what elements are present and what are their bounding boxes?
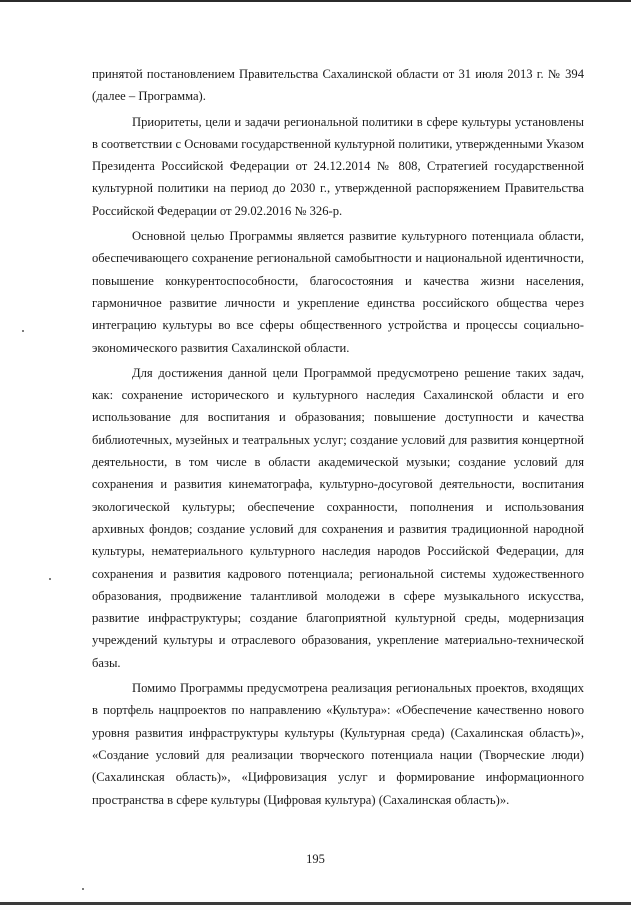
scan-speck — [22, 330, 24, 332]
page-number: 195 — [306, 852, 325, 866]
paragraph-tasks: Для достижения данной цели Программой предусмотрено решение таких задач, как: сохранение исторического и культурного наследия Сахалинской области и его использование для воспитания и образования; повышение доступности и качества библиотечных, музейных и театральных услуг; создание условий для развития концертной деятельности, в том числе в области академической музыки; создание условий для сохранения и развития кинематографа, культурно-досуговой деятельности, воспитания экологической культуры; обеспечение сохранности, пополнения и использования архивных фондов; создание условий для сохранения и развития традиционной народной культуры, нематериального культурного наследия народов Российской Федерации, для сохранения и развития кадрового потенциала; региональной системы художественного образования, продвижение талантливой молодежи в сфере музыкального искусства, развитие инфраструктуры; создание благоприятной культурной среды, модернизация учреждений культуры и отраслевого образования, укрепление материально-технической базы. — [92, 365, 584, 670]
document-body — [92, 63, 584, 811]
page-top-edge — [0, 0, 631, 2]
paragraph-priorities: Приоритеты, цели и задачи региональной политики в сфере культуры установлены в соответствии с Основами государственной культурной политики, утвержденными Указом Президента Российской Федерации от 24.12.2014 № 808, Стратегией государственной культурной политики на период до 2030 г., утвержденной распоряжением Правительства Российской Федерации от 29.02.2016 № 326-р. — [92, 114, 584, 218]
scan-speck — [82, 888, 84, 890]
scan-speck — [49, 578, 51, 580]
paragraph-regional-projects: Помимо Программы предусмотрена реализация региональных проектов, входящих в портфель нацпроектов по направлению «Культура»: «Обеспечение качественно нового уровня развития инфраструктуры культуры (Культурная среда) (Сахалинская область)», «Создание условий для реализации творческого потенциала нации (Творческие люди) (Сахалинская область)», «Цифровизация услуг и формирование информационного пространства в сфере культуры (Цифровая культура) (Сахалинская область)». — [92, 681, 584, 807]
paragraph-main-goal: Основной целью Программы является развитие культурного потенциала области, обеспечивающего сохранение региональной самобытности и национальной идентичности, повышение конкурентоспособности, благосостояния и качества жизни населения, гармоничное развитие личности и укрепление единства российского общества через интеграцию культуры во все сферы общественного устройства и процессы социально-экономического развития Сахалинской области. — [92, 229, 584, 355]
paragraph-continuation: принятой постановлением Правительства Сахалинской области от 31 июля 2013 г. № 394 (далее – Программа). — [92, 67, 584, 104]
